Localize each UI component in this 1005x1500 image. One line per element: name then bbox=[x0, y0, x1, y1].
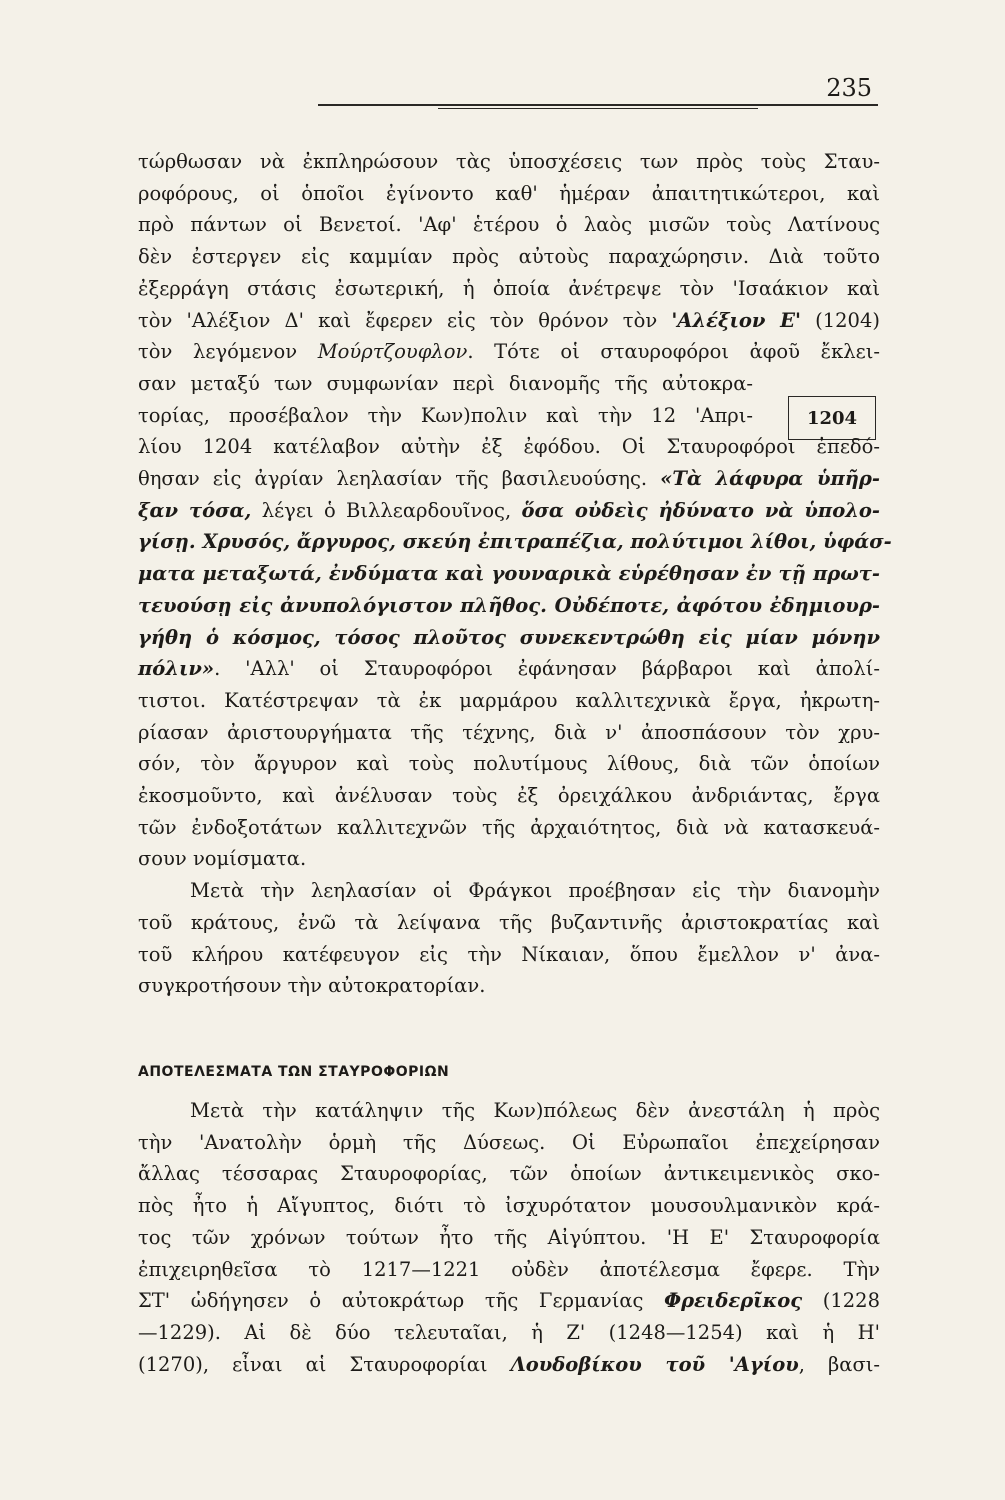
margin-note: 1204 bbox=[788, 396, 876, 440]
text-line: πρὸ πάντων οἱ Βενετοί. 'Αφ' ἑτέρου ὁ λαὸς μισῶν τοὺς Λατίνους bbox=[138, 213, 880, 237]
text-line: γήθη ὁ κόσμος, τόσος πλοῦτος συνεκεντρώθη εἰς μίαν μόνην bbox=[138, 625, 880, 649]
text-line: ἐπιχειρηθεῖσα τὸ 1217—1221 οὐδὲν ἀποτέλεσμα ἔφερε. Τὴν bbox=[138, 1257, 880, 1281]
text-run: . 'Αλλ' οἱ Σταυροφόροι ἐφάνησαν βάρβαροι καὶ ἀπολί- bbox=[214, 657, 880, 681]
text-run: θησαν εἰς ἀγρίαν λεηλασίαν τῆς βασιλευούσης. bbox=[138, 467, 661, 491]
text-line: ἄλλας τέσσαρας Σταυροφορίας, τῶν ὁποίων ἀντικειμενικὸς σκο- bbox=[138, 1162, 880, 1186]
text-line: τορίας, προσέβαλον τὴν Κων)πολιν καὶ τὴν 12 'Απρι- bbox=[138, 403, 753, 427]
text-run: λέγει ὁ Βιλλεαρδουῖνος, bbox=[251, 498, 522, 522]
text-block-main bbox=[138, 146, 892, 1002]
text-line: —1229). Αἱ δὲ δύο τελευταῖαι, ἡ Ζ' (1248—1254) καὶ ἡ Η' bbox=[138, 1320, 880, 1344]
text-line: πὸς ἦτο ἡ Αἴγυπτος, διότι τὸ ἰσχυρότατον μουσουλμανικὸν κρά- bbox=[138, 1194, 880, 1218]
text-line: σαν μεταξύ των συμφωνίαν περὶ διανομῆς τῆς αὐτοκρα- bbox=[138, 371, 753, 395]
text-run: . Τότε οἱ σταυροφόροι ἀφοῦ ἔκλει- bbox=[467, 340, 881, 364]
text-line: τὴν 'Ανατολὴν ὁρμὴ τῆς Δύσεως. Οἱ Εὐρωπαῖοι ἐπεχείρησαν bbox=[138, 1130, 880, 1154]
section-heading: ΑΠΟΤΕΛΕΣΜΑΤΑ ΤΩΝ ΣΤΑΥΡΟΦΟΡΙΩΝ bbox=[138, 1064, 450, 1080]
text-line: σόν, τὸν ἄργυρον καὶ τοὺς πολυτίμους λίθους, διὰ τῶν ὁποίων bbox=[138, 752, 880, 776]
text-line: ἐκοσμοῦντο, καὶ ἀνέλυσαν τοὺς ἐξ ὀρειχάλκου ἀνδριάντας, ἔργα bbox=[138, 784, 880, 808]
quote-text: ξαν τόσα, bbox=[138, 498, 252, 522]
text-line bbox=[138, 305, 880, 337]
text-run: (1270), εἶναι αἱ Σταυροφορίαι bbox=[138, 1352, 511, 1376]
text-run: τὸν 'Αλέξιον Δ' καὶ ἔφερεν εἰς τὸν θρόνον τὸν bbox=[138, 308, 672, 332]
emperor-name: Φρειδερῖκος bbox=[664, 1289, 803, 1313]
text-line: ματα μεταξωτά, ἐνδύματα καὶ γουναρικὰ εὑρέθησαν ἐν τῇ πρωτ- bbox=[138, 562, 880, 586]
text-line: τευούσῃ εἰς ἀνυπολόγιστον πλῆθος. Οὐδέποτε, ἀφότου ἐδημιουρ- bbox=[138, 593, 880, 617]
page-number: 235 bbox=[826, 74, 872, 102]
text-block-section bbox=[138, 1095, 880, 1380]
text-line: τῶν ἐνδοξοτάτων καλλιτεχνῶν τῆς ἀρχαιότητος, διὰ νὰ κατασκευά- bbox=[138, 815, 880, 839]
header-rule bbox=[318, 104, 878, 106]
text-run: , βασι- bbox=[798, 1352, 880, 1376]
text-line bbox=[138, 336, 880, 368]
text-line bbox=[138, 1285, 880, 1317]
text-line: Μετὰ τὴν κατάληψιν τῆς Κων)πόλεως δὲν ἀνεστάλη ἡ πρὸς bbox=[190, 1099, 880, 1122]
text-run: (1204) bbox=[801, 308, 880, 332]
text-line: ροφόρους, οἱ ὁποῖοι ἐγίνοντο καθ' ἡμέραν ἀπαιτητικώτεροι, καὶ bbox=[138, 181, 880, 205]
text-line bbox=[138, 653, 880, 685]
text-line: τιστοι. Κατέστρεψαν τὰ ἐκ μαρμάρου καλλιτεχνικὰ ἔργα, ἠκρωτη- bbox=[138, 688, 880, 712]
text-run: ΣΤ' ὡδήγησεν ὁ αὐτοκράτωρ τῆς Γερμανίας bbox=[138, 1289, 665, 1313]
quote-text: «Τὰ λάφυρα ὑπῆρ- bbox=[660, 467, 880, 491]
text-line: δὲν ἐστεργεν εἰς καμμίαν πρὸς αὐτοὺς παραχώρησιν. Διὰ τοῦτο bbox=[138, 245, 880, 269]
text-line bbox=[138, 463, 880, 495]
text-line: Μετὰ τὴν λεηλασίαν οἱ Φράγκοι προέβησαν εἰς τὴν διανομὴν bbox=[190, 879, 880, 903]
emperor-name: 'Αλέξιον Ε' bbox=[671, 308, 802, 332]
text-line: τώρθωσαν νὰ ἐκπληρώσουν τὰς ὑποσχέσεις των πρὸς τοὺς Σταυ- bbox=[138, 150, 880, 173]
text-line bbox=[138, 1349, 880, 1381]
text-line: λίου 1204 κατέλαβον αὐτὴν ἐξ ἐφόδου. Οἱ Σταυροφόροι ἐπεδό- bbox=[138, 435, 880, 459]
quote-text: ὅσα οὐδεὶς ἠδύνατο νὰ ὑπολο- bbox=[521, 498, 880, 522]
text-run: τὸν λεγόμενον bbox=[138, 340, 318, 364]
nickname: Μούρτζουφλον bbox=[317, 340, 468, 364]
text-line: τος τῶν χρόνων τούτων ἦτο τῆς Αἰγύπτου. 'Η Ε' Σταυροφορία bbox=[138, 1225, 880, 1249]
king-name: Λουδοβίκου τοῦ 'Αγίου bbox=[510, 1352, 799, 1376]
text-line: ἐξερράγη στάσις ἐσωτερική, ἡ ὁποία ἀνέτρεψε τὸν 'Ισαάκιον καὶ bbox=[138, 276, 880, 300]
text-line: γίσῃ. Χρυσός, ἄργυρος, σκεύη ἐπιτραπέζια, πολύτιμοι λίθοι, ὑφάσ- bbox=[138, 530, 892, 554]
text-line: ρίασαν ἀριστουργήματα τῆς τέχνης, διὰ ν' ἀποσπάσουν τὸν χρυ- bbox=[138, 720, 880, 744]
text-line: τοῦ κλήρου κατέφευγον εἰς τὴν Νίκαιαν, ὅπου ἔμελλον ν' ἀνα- bbox=[138, 942, 880, 966]
text-line: σουν νομίσματα. bbox=[138, 847, 307, 871]
text-line: συγκροτήσουν τὴν αὐτοκρατορίαν. bbox=[138, 974, 486, 998]
text-line: τοῦ κράτους, ἐνῶ τὰ λείψανα τῆς βυζαντινῆς ἀριστοκρατίας καὶ bbox=[138, 910, 880, 934]
quote-text: πόλιν» bbox=[138, 657, 215, 681]
text-line bbox=[138, 495, 880, 527]
text-run: (1228 bbox=[802, 1289, 880, 1313]
